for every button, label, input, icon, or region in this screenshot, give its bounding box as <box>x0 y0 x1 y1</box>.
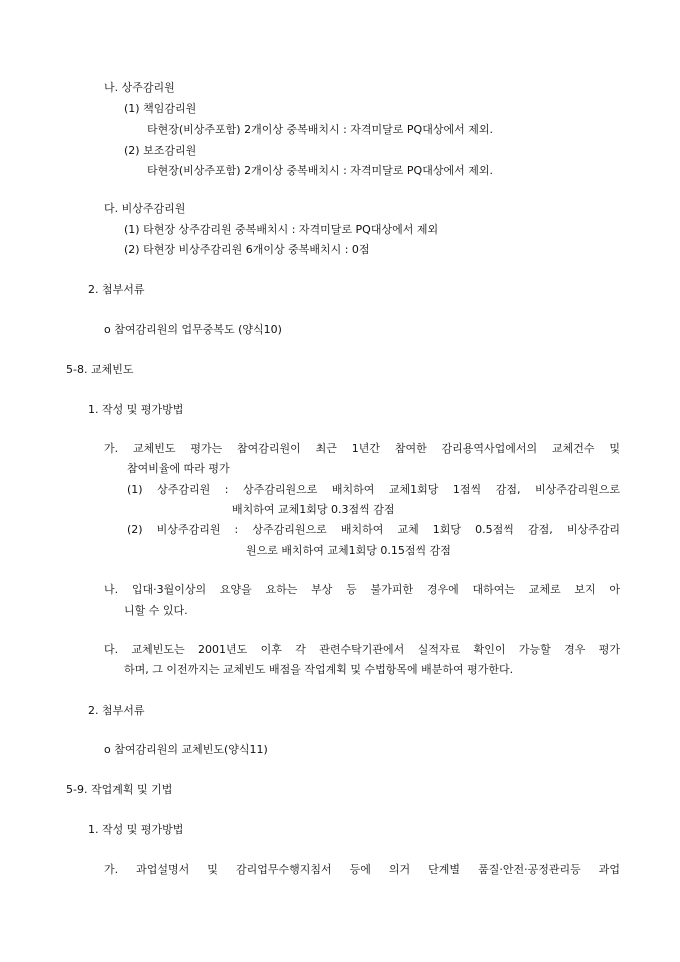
para-5-9-ga-line-1: 가. 과업설명서 및 감리업무수행지침서 등에 의거 단계별 품질·안전·공정관리등 과업 <box>104 863 620 876</box>
item-resident-replacement-1: (1) 상주감리원 : 상주감리원으로 배치하여 교체1회당 1점씩 감점, 비상주감리원으로 <box>127 483 620 496</box>
para-da-line-2: 하며, 그 이전까지는 교체빈도 배점을 작업계획 및 수법항목에 배분하여 평가한다. <box>124 663 514 676</box>
para-ga-line-1: 가. 교체빈도 평가는 참여감리원이 최근 1년간 참여한 감리용역사업에서의 교체건수 및 <box>104 442 620 455</box>
item-assistant-supervisor: (2) 보조감리원 <box>124 144 197 157</box>
section-5-8-title: 5-8. 교체빈도 <box>66 363 134 376</box>
para-na-line-1: 나. 입대·3월이상의 요양을 요하는 부상 등 불가피한 경우에 대하여는 교체로 보지 아 <box>104 583 620 596</box>
para-da-line-1: 다. 교체빈도는 2001년도 이후 각 관련수탁기관에서 실적자료 확인이 가능할 경우 평가 <box>104 643 620 656</box>
section-5-9-title: 5-9. 작업계획 및 기법 <box>66 783 173 796</box>
item-nonresident-rule-1: (1) 타현장 상주감리원 중복배치시 : 자격미달로 PQ대상에서 제외 <box>124 223 439 236</box>
attachment-form-11: o 참여감리원의 교체빈도(양식11) <box>104 743 268 756</box>
item-nonresident-rule-2: (2) 타현장 비상주감리원 6개이상 중복배치시 : 0점 <box>124 243 370 256</box>
heading-attachments-1: 2. 첨부서류 <box>88 283 145 296</box>
item-chief-supervisor: (1) 책임감리원 <box>124 102 197 115</box>
item-resident-replacement-2: 배치하여 교체1회당 0.3점씩 감점 <box>232 503 395 516</box>
para-na-line-2: 니할 수 있다. <box>124 604 188 617</box>
section-da-nonresident-supervisor: 다. 비상주감리원 <box>104 202 186 215</box>
item-nonresident-replacement-1: (2) 비상주감리원 : 상주감리원으로 배치하여 교체 1회당 0.5점씩 감점, 비상주감리 <box>127 523 620 536</box>
item-nonresident-replacement-2: 원으로 배치하여 교체1회당 0.15점씩 감점 <box>246 544 451 557</box>
heading-method-5-9: 1. 작성 및 평가방법 <box>88 823 184 836</box>
attachment-form-10: o 참여감리원의 업무중복도 (양식10) <box>104 323 282 336</box>
para-ga-line-2: 참여비율에 따라 평가 <box>127 462 230 475</box>
heading-method-5-8: 1. 작성 및 평가방법 <box>88 403 184 416</box>
text-chief-duplicate-rule: 타현장(비상주포함) 2개이상 중복배치시 : 자격미달로 PQ대상에서 제외. <box>147 123 493 136</box>
text-assistant-duplicate-rule: 타현장(비상주포함) 2개이상 중복배치시 : 자격미달로 PQ대상에서 제외. <box>147 164 493 177</box>
section-na-resident-supervisor: 나. 상주감리원 <box>104 81 175 94</box>
heading-attachments-2: 2. 첨부서류 <box>88 704 145 717</box>
